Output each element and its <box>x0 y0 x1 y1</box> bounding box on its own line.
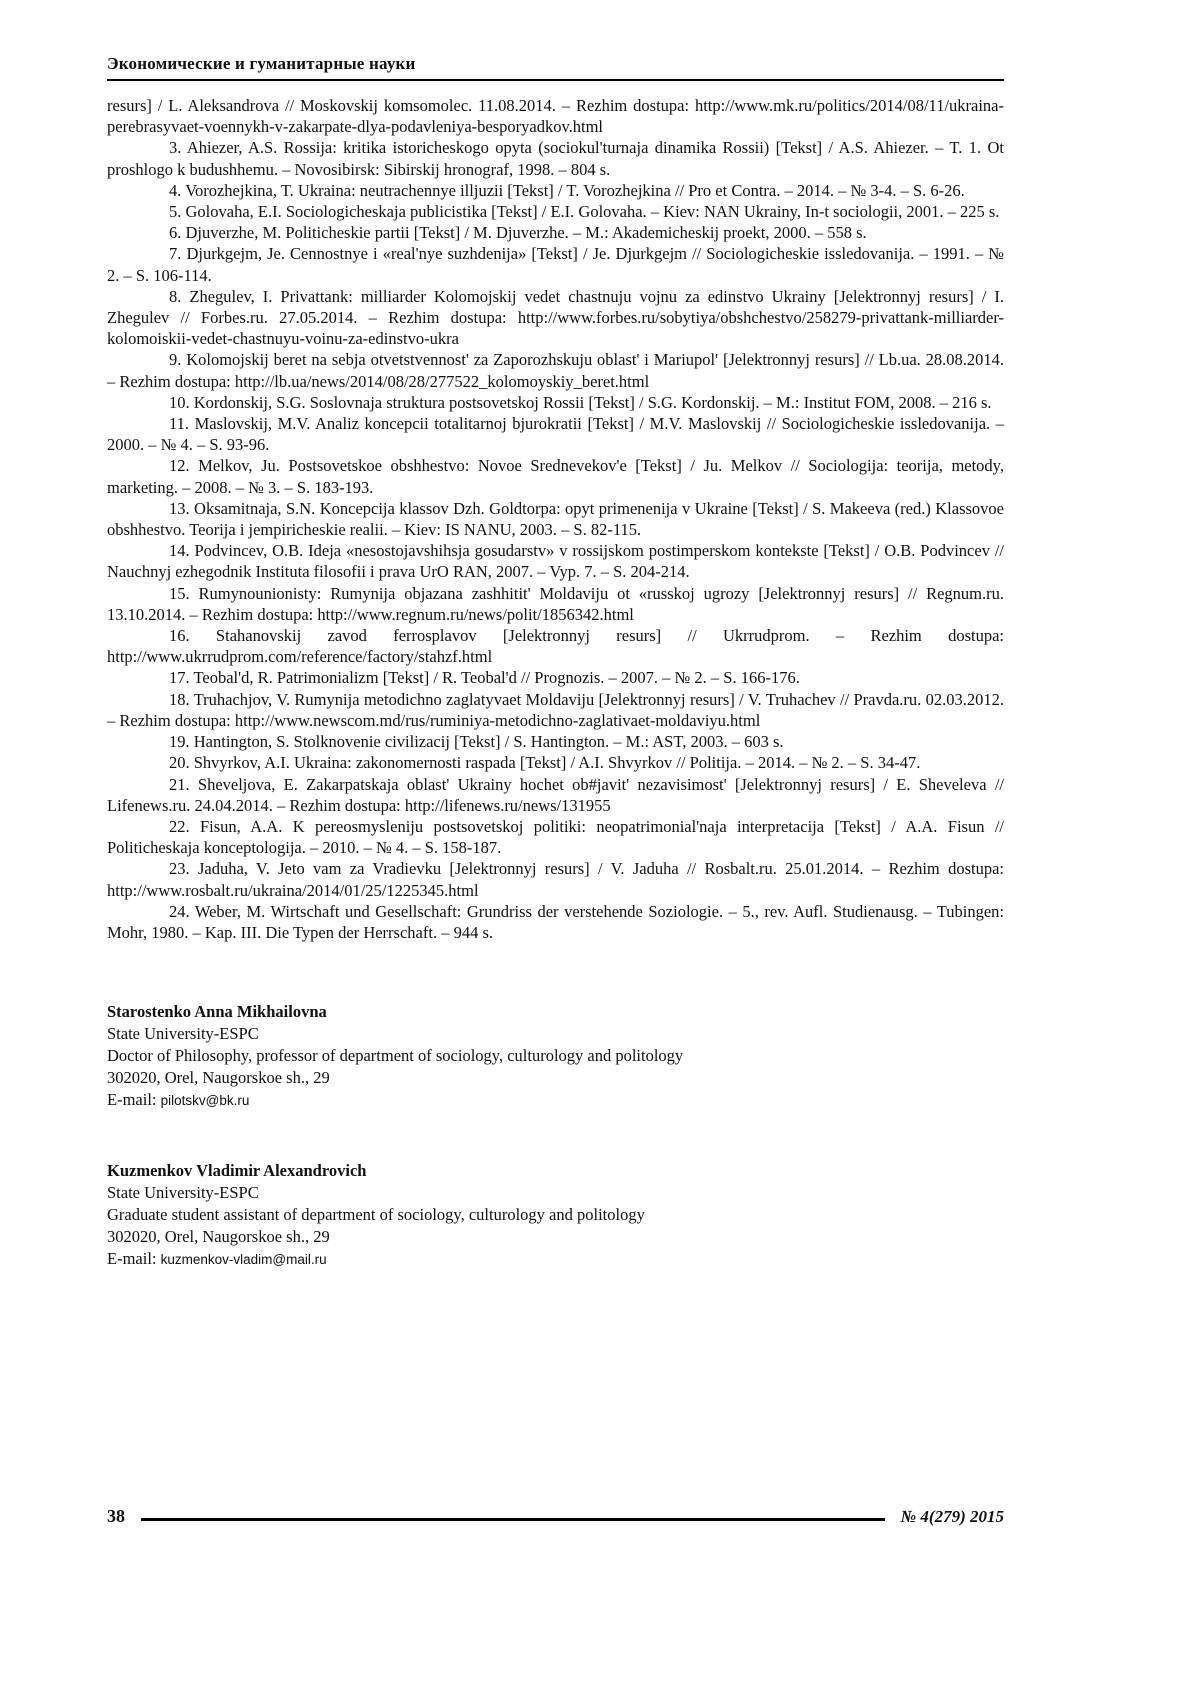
author-address: 302020, Orel, Naugorskoe sh., 29 <box>107 1068 330 1088</box>
author-name: Kuzmenkov Vladimir Alexandrovich <box>107 1161 367 1181</box>
reference-item: 3. Ahiezer, A.S. Rossija: kritika istoricheskogo opyta (sociokul'turnaja dinamika Rossii) [Tekst] / A.S. Ahiezer. – T. 1. Ot proshlogo k budushhemu. – Novosibirsk: Sibirskij hronograf, 1998. – 804 s. <box>107 138 1004 179</box>
author-name: Starostenko Anna Mikhailovna <box>107 1002 327 1022</box>
reference-item: 15. Rumynounionisty: Rumynija objazana zashhitit' Moldaviju ot «russkoj ugrozy [Jelektronnyj resurs] // Regnum.ru. 13.10.2014. – Rezhim dostupa: http://www.regnum.ru/news/polit/1856342.html <box>107 583 1004 624</box>
reference-item: 13. Oksamitnaja, S.N. Koncepcija klassov Dzh. Goldtorpa: opyt primenenija v Ukraine [Tekst] / S. Makeeva (red.) Klassovoe obshhestvo. Teorija i jempiricheskie realii. – Kiev: IS NANU, 2003. – S. 82-115. <box>107 498 1004 540</box>
email-address: kuzmenkov-vladim@mail.ru <box>160 1252 327 1268</box>
reference-item: 9. Kolomojskij beret na sebja otvetstvennost' za Zaporozhskuju oblast' i Mariupol' [Jelektronnyj resurs] // Lb.ua. 28.08.2014. – Rezhim dostupa: http://lb.ua/news/2014/08/28/277522_kolomoyskiy_beret.html <box>107 350 1004 391</box>
reference-item: 24. Weber, M. Wirtschaft und Gesellschaft: Grundriss der verstehende Soziologie. – 5., rev. Aufl. Studienausg. – Tubingen: Mohr, 1980. – Kap. III. Die Typen der Herrschaft. – 944 s. <box>107 901 1004 942</box>
reference-item: 17. Teobal'd, R. Patrimonializm [Tekst] / R. Teobal'd // Prognozis. – 2007. – № 2. – S. 166-176. <box>169 668 800 688</box>
author-email-line <box>107 1089 1004 1112</box>
reference-item: 22. Fisun, A.A. K pereosmysleniju postsovetskoj politiki: neopatrimonial'naja interpretacija [Tekst] / A.A. Fisun // Politicheskaja konceptologija. – 2010. – № 4. – S. 158-187. <box>107 816 1004 858</box>
footer-rule <box>141 1518 885 1521</box>
footer <box>107 1506 1004 1527</box>
reference-item: 23. Jaduha, V. Jeto vam za Vradievku [Jelektronnyj resurs] / V. Jaduha // Rosbalt.ru. 25.01.2014. – Rezhim dostupa: http://www.rosbalt.ru/ukraina/2014/01/25/1225345.html <box>107 859 1004 900</box>
reference-item: 7. Djurkgejm, Je. Cennostnye i «real'nye suzhdenija» [Tekst] / Je. Djurkgejm // Sociologicheskie issledovanija. – 1991. – № 2. – S. 106-114. <box>107 244 1004 285</box>
author-block <box>107 1001 1004 1112</box>
reference-item: 16. Stahanovskij zavod ferrosplavov [Jelektronnyj resurs] // Ukrrudprom. – Rezhim dostupa: http://www.ukrrudprom.com/reference/factory/stahzf.html <box>107 626 1004 667</box>
reference-item: 4. Vorozhejkina, T. Ukraina: neutrachennye illjuzii [Tekst] / T. Vorozhejkina // Pro et Contra. – 2014. – № 3-4. – S. 6-26. <box>169 180 965 200</box>
reference-item: 5. Golovaha, E.I. Sociologicheskaja publicistika [Tekst] / E.I. Golovaha. – Kiev: NAN Ukrainy, In-t sociologii, 2001. – 225 s. <box>169 202 1000 222</box>
email-address: pilotskv@bk.ru <box>160 1093 250 1109</box>
reference-item: 21. Sheveljova, E. Zakarpatskaja oblast' Ukrainy hochet ob#javit' nezavisimost' [Jelektronnyj resurs] / E. Sheveleva // Lifenews.ru. 24.04.2014. – Rezhim dostupa: http://lifenews.ru/news/131955 <box>107 774 1004 815</box>
issue-label: № 4(279) 2015 <box>900 1506 1004 1526</box>
author-address: 302020, Orel, Naugorskoe sh., 29 <box>107 1227 330 1247</box>
authors-section <box>107 1001 1004 1271</box>
header <box>107 54 1004 81</box>
reference-item: 6. Djuverzhe, M. Politicheskie partii [Tekst] / M. Djuverzhe. – M.: Akademicheskij proekt, 2000. – 558 s. <box>169 223 867 243</box>
reference-item: 14. Podvincev, O.B. Ideja «nesostojavshihsja gosudarstv» v rossijskom postimperskom kontekste [Tekst] / O.B. Podvincev // Nauchnyj ezhegodnik Instituta filosofii i prava UrO RAN, 2007. – Vyp. 7. – S. 204-214. <box>107 541 1004 582</box>
email-label: E-mail: <box>107 1249 157 1269</box>
email-label: E-mail: <box>107 1090 157 1110</box>
page-content <box>107 95 1004 1271</box>
author-email-line <box>107 1248 1004 1271</box>
references-list <box>107 95 1004 943</box>
page-number: 38 <box>107 1506 125 1526</box>
reference-item: resurs] / L. Aleksandrova // Moskovskij komsomolec. 11.08.2014. – Rezhim dostupa: http://www.mk.ru/politics/2014/08/11/ukraina-perebrasyvaet-voennykh-v-zakarpate-dlya-podavleniya-besporyadkov.html <box>107 96 1004 137</box>
author-block <box>107 1160 1004 1271</box>
reference-item: 8. Zhegulev, I. Privattank: milliarder Kolomojskij vedet chastnuju vojnu za edinstvo Ukrainy [Jelektronnyj resurs] / I. Zhegulev // Forbes.ru. 27.05.2014. – Rezhim dostupa: http://www.forbes.ru/sobytiya/obshchestvo/258279-privattank-milliarder-kolomoiskii-vedet-chastnuyu-voinu-za-edinstvo-ukra <box>107 286 1004 349</box>
reference-item: 20. Shvyrkov, A.I. Ukraina: zakonomernosti raspada [Tekst] / A.I. Shvyrkov // Politija. – 2014. – № 2. – S. 34-47. <box>169 753 921 773</box>
reference-item: 11. Maslovskij, M.V. Analiz koncepcii totalitarnoj bjurokratii [Tekst] / M.V. Maslovskij // Sociologicheskie issledovanija. – 2000. – № 4. – S. 93-96. <box>107 414 1004 455</box>
reference-item: 10. Kordonskij, S.G. Soslovnaja struktura postsovetskoj Rossii [Tekst] / S.G. Kordonskij. – M.: Institut FOM, 2008. – 216 s. <box>169 392 992 412</box>
reference-item: 18. Truhachjov, V. Rumynija metodichno zaglatyvaet Moldaviju [Jelektronnyj resurs] / V. Truhachev // Pravda.ru. 02.03.2012. – Rezhim dostupa: http://www.newscom.md/rus/ruminiya-metodichno-zaglativaet-moldaviyu.html <box>107 689 1004 730</box>
author-affiliation: State University-ESPC <box>107 1183 259 1203</box>
author-affiliation: State University-ESPC <box>107 1024 259 1044</box>
reference-item: 19. Hantington, S. Stolknovenie civilizacij [Tekst] / S. Hantington. – M.: AST, 2003. – 603 s. <box>169 732 784 752</box>
author-position: Doctor of Philosophy, professor of department of sociology, culturology and politology <box>107 1046 684 1066</box>
journal-section-title: Экономические и гуманитарные науки <box>107 54 416 73</box>
author-position: Graduate student assistant of department of sociology, culturology and politology <box>107 1205 645 1225</box>
reference-item: 12. Melkov, Ju. Postsovetskoe obshhestvo: Novoe Srednevekov'e [Tekst] / Ju. Melkov // Sociologija: teorija, metody, marketing. – 2008. – № 3. – S. 183-193. <box>107 456 1004 497</box>
